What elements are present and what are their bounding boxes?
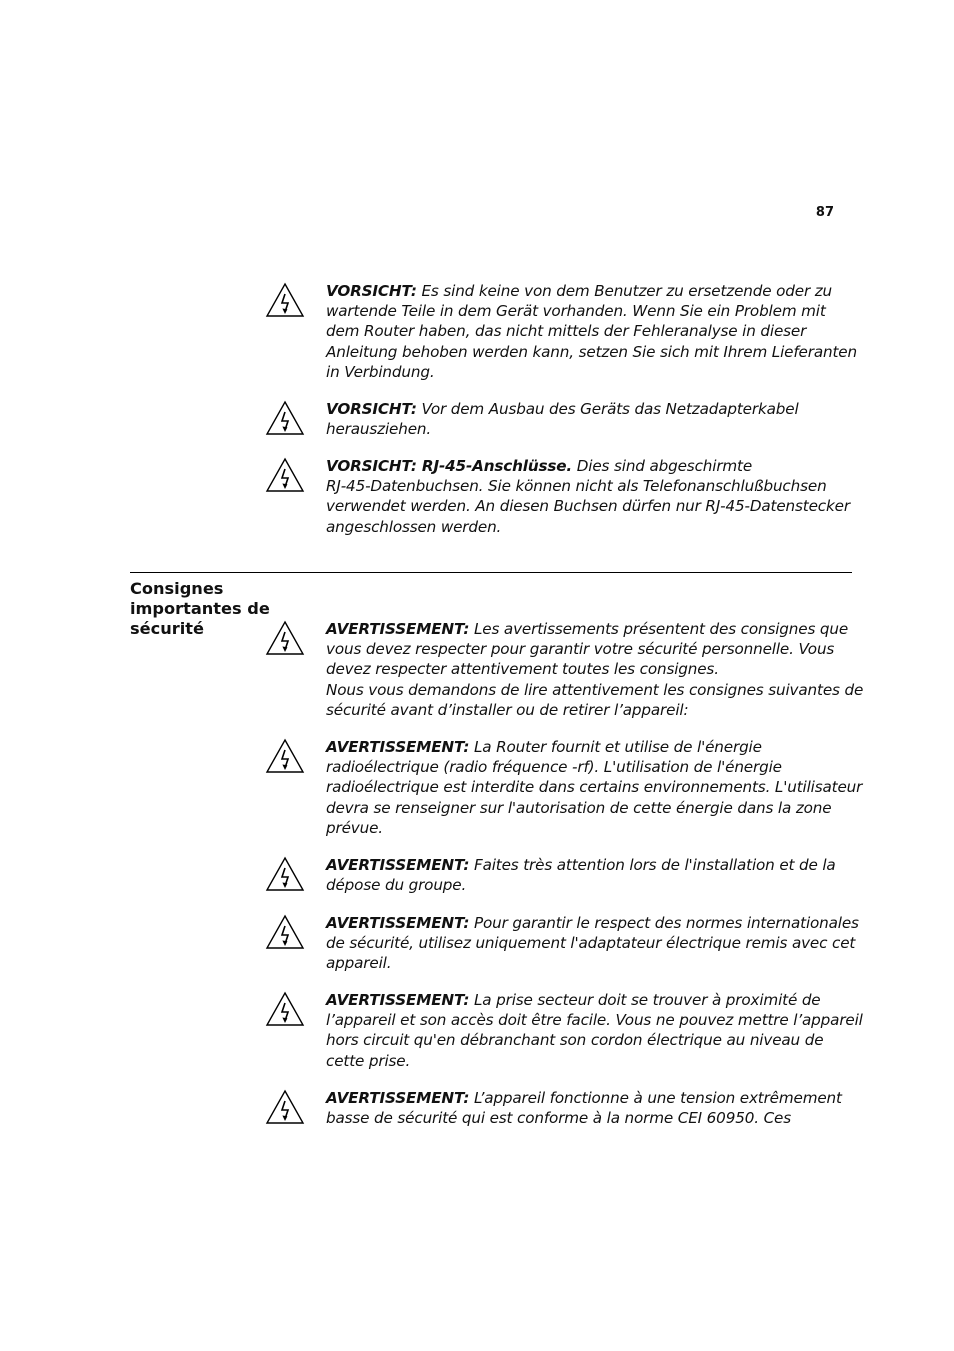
warning-label: VORSICHT: [326, 282, 417, 300]
warning-label: AVERTISSEMENT: [326, 914, 470, 932]
warning-line: angeschlossen werden. [326, 517, 502, 536]
electrical-hazard-icon [264, 456, 306, 494]
warning-line: dépose du groupe. [326, 876, 467, 895]
warning-label: AVERTISSEMENT: [326, 856, 470, 874]
warning-label: VORSICHT: [326, 400, 417, 418]
electrical-hazard-icon [264, 281, 306, 319]
electrical-hazard-icon [264, 990, 306, 1028]
electrical-hazard-icon [264, 619, 306, 657]
warning-line: radioélectrique (radio fréquence -rf). L'utilisation de l'énergie [326, 758, 782, 777]
warning-label: AVERTISSEMENT: [326, 738, 470, 756]
warning-block [264, 737, 863, 838]
page-number: 87 [815, 205, 834, 220]
warning-line: basse de sécurité qui est conforme à la norme CEI 60950. Ces [326, 1109, 792, 1128]
warning-line: Faites très attention lors de l'installation et de la [473, 856, 836, 874]
warning-line: devra se renseigner sur l'autorisation de cette énergie dans la zone [326, 798, 832, 817]
warning-line: sécurité avant d’installer ou de retirer l’appareil: [326, 700, 689, 719]
warning-line: Anleitung behoben werden kann, setzen Sie sich mit Ihrem Lieferanten [326, 342, 857, 361]
warning-label: AVERTISSEMENT: [326, 991, 470, 1009]
warning-text [326, 619, 864, 720]
section-heading-line: Consignes [130, 579, 224, 598]
warning-line: Pour garantir le respect des normes internationales [473, 914, 859, 932]
warning-line: in Verbindung. [326, 362, 435, 381]
section-heading-line: sécurité [130, 619, 204, 638]
electrical-hazard-icon [264, 399, 306, 437]
warning-line: La Router fournit et utilise de l'énergie [473, 738, 762, 756]
electrical-hazard-icon [264, 1088, 306, 1126]
warning-line: Es sind keine von dem Benutzer zu ersetzende oder zu [421, 282, 833, 300]
electrical-hazard-icon [264, 855, 306, 893]
warning-text [326, 990, 863, 1071]
warning-line: hors circuit qu'en débranchant son cordon électrique au niveau de [326, 1031, 824, 1050]
warning-text [326, 1088, 854, 1128]
warning-line: Vor dem Ausbau des Geräts das Netzadapterkabel [421, 400, 799, 418]
warning-block [264, 456, 854, 537]
warning-line: devez respecter attentivement toutes les consignes. [326, 660, 719, 679]
warning-line: Les avertissements présentent des consignes que [473, 620, 849, 638]
warning-block [264, 619, 864, 720]
warning-text [326, 913, 859, 974]
warning-line: radioélectrique est interdite dans certains environnements. L'utilisateur [326, 778, 863, 797]
warning-line: L’appareil fonctionne à une tension extrêmement [473, 1089, 842, 1107]
warning-line: appareil. [326, 954, 392, 973]
warning-line: verwendet werden. An diesen Buchsen dürfen nur RJ-45-Datenstecker [326, 497, 850, 516]
warning-block [264, 1088, 854, 1128]
warning-text [326, 456, 854, 537]
warning-block [264, 913, 859, 974]
warning-line: wartende Teile in dem Gerät vorhanden. Wenn Sie ein Problem mit [326, 302, 826, 321]
warning-line: de sécurité, utilisez uniquement l'adaptateur électrique remis avec cet [326, 934, 856, 953]
warning-block [264, 855, 854, 895]
warning-line: prévue. [326, 818, 383, 837]
section-heading-line: importantes de [130, 599, 270, 618]
warning-label: AVERTISSEMENT: [326, 1089, 470, 1107]
warning-block [264, 990, 863, 1071]
warning-label: VORSICHT: RJ-45-Anschlüsse. [326, 457, 573, 475]
warning-text [326, 399, 854, 439]
warning-line: RJ-45-Datenbuchsen. Sie können nicht als Telefonanschlußbuchsen [326, 477, 827, 496]
warning-line: Nous vous demandons de lire attentivement les consignes suivantes de [326, 680, 864, 699]
warning-line: vous devez respecter pour garantir votre sécurité personnelle. Vous [326, 640, 835, 659]
warning-line: dem Router haben, das nicht mittels der Fehleranalyse in dieser [326, 322, 807, 341]
warning-line: La prise secteur doit se trouver à proximité de [473, 991, 821, 1009]
warning-text [326, 281, 857, 382]
warning-block [264, 281, 857, 382]
section-divider [130, 572, 852, 573]
warning-block [264, 399, 854, 439]
warning-line: cette prise. [326, 1051, 411, 1070]
warning-label: AVERTISSEMENT: [326, 620, 470, 638]
warning-line: l’appareil et son accès doit être facile. Vous ne pouvez mettre l’appareil [326, 1011, 863, 1030]
warning-text [326, 737, 863, 838]
warning-line: Dies sind abgeschirmte [576, 457, 753, 475]
warning-line: herausziehen. [326, 420, 432, 439]
warning-text [326, 855, 854, 895]
electrical-hazard-icon [264, 737, 306, 775]
electrical-hazard-icon [264, 913, 306, 951]
section-heading [130, 579, 270, 639]
